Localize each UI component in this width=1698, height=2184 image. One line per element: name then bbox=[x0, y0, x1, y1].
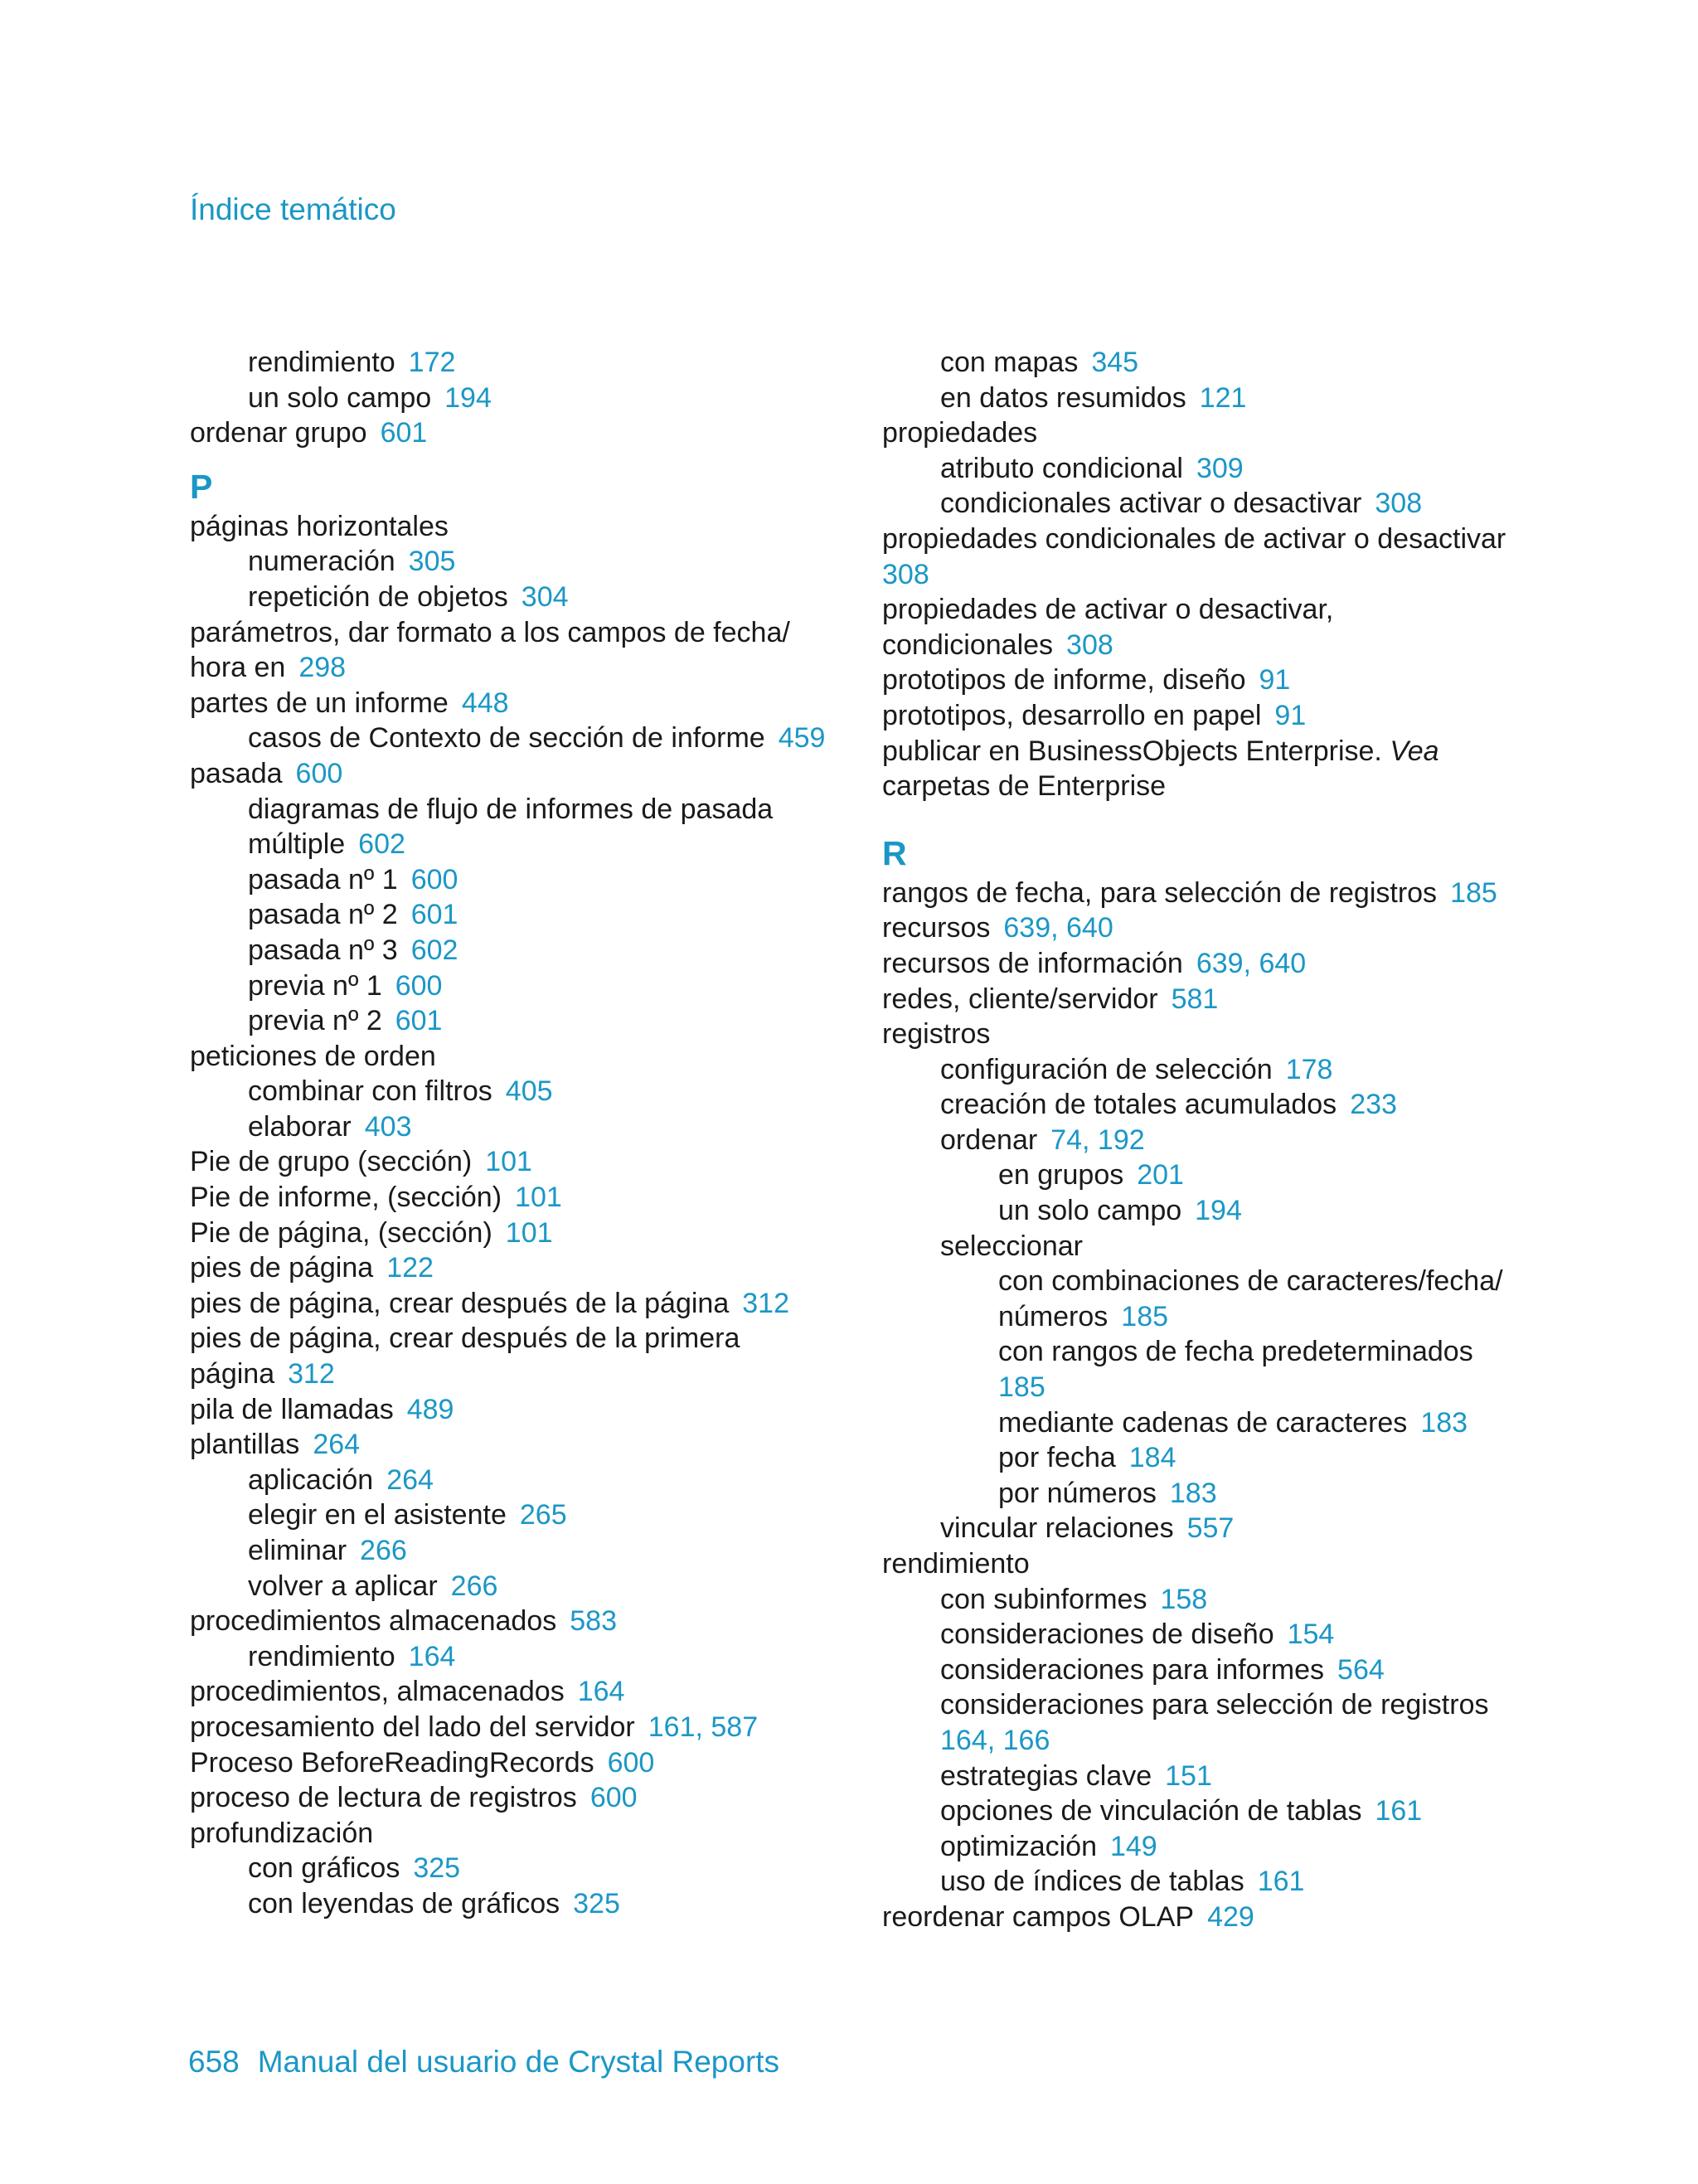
page-ref: 602 bbox=[410, 934, 458, 966]
page-ref: 309 bbox=[1196, 452, 1244, 484]
index-entry: pila de llamadas 489 bbox=[190, 1393, 454, 1425]
page-ref: 164 bbox=[408, 1640, 456, 1672]
page-ref: 151 bbox=[1165, 1759, 1212, 1792]
page-ref: 158 bbox=[1160, 1583, 1208, 1615]
page-ref: 101 bbox=[505, 1216, 553, 1249]
index-entry-continued: página 312 bbox=[190, 1358, 335, 1390]
page-ref: 122 bbox=[386, 1252, 434, 1284]
page-ref: 312 bbox=[288, 1358, 335, 1390]
index-entry: repetición de objetos 304 bbox=[248, 580, 569, 613]
index-entry: opciones de vinculación de tablas 161 bbox=[940, 1795, 1423, 1827]
index-column-right bbox=[882, 345, 1537, 1935]
page-ref: 489 bbox=[406, 1393, 454, 1425]
index-entry: prototipos de informe, diseño 91 bbox=[882, 664, 1291, 696]
index-entry: prototipos, desarrollo en papel 91 bbox=[882, 699, 1307, 731]
page-ref: 91 bbox=[1274, 699, 1307, 731]
index-entry: pies de página, crear después de la página 312 bbox=[190, 1287, 789, 1319]
index-entry: pies de página 122 bbox=[190, 1252, 434, 1284]
index-column-left bbox=[190, 345, 845, 1922]
index-entry-continued bbox=[882, 1723, 1537, 1759]
index-entry: Pie de página, (sección) 101 bbox=[190, 1216, 553, 1249]
index-entry: procedimientos, almacenados 164 bbox=[190, 1676, 625, 1708]
page-ref: 178 bbox=[1285, 1053, 1333, 1085]
index-entry: con combinaciones de caracteres/fecha/ bbox=[998, 1265, 1503, 1298]
index-entry: elaborar 403 bbox=[248, 1110, 412, 1143]
page-ref: 266 bbox=[450, 1570, 498, 1602]
index-entry: publicar en BusinessObjects Enterprise. Vea bbox=[882, 735, 1439, 767]
page-ref: 405 bbox=[505, 1075, 553, 1108]
page-ref: 183 bbox=[1420, 1406, 1468, 1439]
page-ref: 308 bbox=[882, 558, 929, 590]
index-entry: pasada nº 3 602 bbox=[248, 934, 458, 966]
page-ref: 325 bbox=[573, 1887, 620, 1919]
index-entry: ordenar 74, 192 bbox=[940, 1124, 1145, 1156]
index-entry: creación de totales acumulados 233 bbox=[940, 1089, 1397, 1121]
page-ref: 101 bbox=[485, 1146, 532, 1178]
page-ref: 564 bbox=[1337, 1653, 1385, 1686]
index-entry: pies de página, crear después de la primera bbox=[190, 1323, 740, 1355]
index-entry: mediante cadenas de caracteres 183 bbox=[998, 1406, 1468, 1439]
page-ref: 185 bbox=[998, 1371, 1045, 1404]
page-ref: 403 bbox=[364, 1110, 412, 1143]
index-entry: consideraciones para informes 564 bbox=[940, 1653, 1385, 1686]
page-ref: 601 bbox=[395, 1005, 443, 1037]
page-ref: 266 bbox=[360, 1535, 407, 1566]
index-entry: proceso de lectura de registros 600 bbox=[190, 1782, 638, 1814]
index-entry: recursos de información 639, 640 bbox=[882, 947, 1307, 979]
page-ref: 172 bbox=[408, 347, 456, 378]
index-entry: rendimiento 164 bbox=[248, 1640, 456, 1672]
index-entry: optimización 149 bbox=[940, 1830, 1157, 1862]
page-footer bbox=[188, 2045, 779, 2080]
page-ref: 161, 587 bbox=[648, 1711, 759, 1743]
page-ref: 459 bbox=[778, 722, 826, 755]
index-entry: propiedades condicionales de activar o desactivar bbox=[882, 522, 1506, 555]
page-ref: 164 bbox=[577, 1676, 625, 1708]
page-ref: 312 bbox=[742, 1287, 789, 1319]
page-ref: 602 bbox=[358, 828, 405, 861]
index-entry: consideraciones para selección de registros bbox=[940, 1689, 1489, 1721]
page-ref: 164, 166 bbox=[940, 1724, 1050, 1756]
page-number: 658 bbox=[188, 2045, 240, 2079]
page-ref: 601 bbox=[380, 417, 428, 449]
index-entry: aplicación 264 bbox=[248, 1463, 434, 1496]
page-ref: 305 bbox=[408, 546, 456, 578]
index-entry: procesamiento del lado del servidor 161, 587 bbox=[190, 1711, 759, 1743]
page-ref: 600 bbox=[607, 1746, 655, 1779]
index-entry: por fecha 184 bbox=[998, 1442, 1176, 1474]
index-entry-continued: números 185 bbox=[998, 1300, 1169, 1332]
index-entry: uso de índices de tablas 161 bbox=[940, 1866, 1305, 1898]
index-entry: consideraciones de diseño 154 bbox=[940, 1619, 1335, 1651]
index-entry: recursos 639, 640 bbox=[882, 912, 1113, 944]
section-letter: P bbox=[190, 467, 213, 506]
index-entry: profundización bbox=[190, 1817, 374, 1849]
page-ref: 74, 192 bbox=[1050, 1124, 1145, 1156]
index-entry: volver a aplicar 266 bbox=[248, 1570, 498, 1602]
page-ref: 308 bbox=[1066, 629, 1113, 661]
page-ref: 429 bbox=[1207, 1900, 1254, 1933]
page-ref: 639, 640 bbox=[1003, 912, 1113, 944]
index-entry: diagramas de flujo de informes de pasada bbox=[248, 793, 774, 825]
index-entry: pasada nº 1 600 bbox=[248, 863, 458, 895]
index-entry: Pie de informe, (sección) 101 bbox=[190, 1182, 562, 1214]
index-entry: numeración 305 bbox=[248, 546, 456, 578]
page-ref: 264 bbox=[313, 1429, 361, 1461]
index-entry-continued: múltiple 602 bbox=[248, 828, 405, 861]
page-ref: 448 bbox=[461, 687, 509, 719]
page-ref: 600 bbox=[395, 969, 443, 1002]
page-ref: 194 bbox=[444, 381, 492, 414]
page-ref: 233 bbox=[1350, 1089, 1397, 1121]
page-ref: 601 bbox=[410, 899, 458, 931]
page-ref: 149 bbox=[1109, 1830, 1157, 1862]
index-entry: Proceso BeforeReadingRecords 600 bbox=[190, 1746, 655, 1779]
index-entry: con subinformes 158 bbox=[940, 1583, 1208, 1615]
index-entry: elegir en el asistente 265 bbox=[248, 1499, 567, 1531]
page-ref: 557 bbox=[1186, 1512, 1235, 1545]
index-entry: redes, cliente/servidor 581 bbox=[882, 983, 1219, 1015]
page-ref: 304 bbox=[521, 580, 569, 613]
page-ref: 583 bbox=[570, 1605, 617, 1638]
page-ref: 600 bbox=[589, 1782, 638, 1814]
index-entry: seleccionar bbox=[940, 1230, 1083, 1262]
index-entry: rangos de fecha, para selección de registros 185 bbox=[882, 876, 1497, 909]
page-ref: 161 bbox=[1257, 1866, 1305, 1898]
index-entry: propiedades bbox=[882, 417, 1038, 449]
index-entry: reordenar campos OLAP 429 bbox=[882, 1900, 1254, 1933]
index-entry: rendimiento bbox=[882, 1548, 1030, 1580]
page-ref: 325 bbox=[413, 1852, 461, 1885]
page-ref: 154 bbox=[1287, 1619, 1335, 1651]
page-ref: 600 bbox=[295, 757, 343, 789]
page-ref: 121 bbox=[1199, 381, 1247, 414]
index-entry: plantillas 264 bbox=[190, 1429, 361, 1461]
index-entry: con gráficos 325 bbox=[248, 1852, 461, 1885]
see-reference: Vea bbox=[1390, 735, 1439, 767]
index-entry: pasada nº 2 601 bbox=[248, 899, 458, 931]
index-entry: en datos resumidos 121 bbox=[940, 381, 1247, 414]
index-entry-continued bbox=[882, 557, 1537, 593]
index-entry: Pie de grupo (sección) 101 bbox=[190, 1146, 532, 1178]
index-entry: por números 183 bbox=[998, 1477, 1217, 1509]
index-entry: con mapas 345 bbox=[940, 347, 1139, 378]
page-ref: 600 bbox=[410, 863, 458, 895]
page-ref: 264 bbox=[386, 1463, 434, 1496]
page-ref: 185 bbox=[1450, 876, 1497, 909]
page-ref: 639, 640 bbox=[1196, 947, 1307, 979]
page-ref: 581 bbox=[1171, 983, 1219, 1015]
page-ref: 194 bbox=[1195, 1195, 1242, 1227]
index-entry: casos de Contexto de sección de informe 459 bbox=[248, 722, 826, 755]
page-ref: 161 bbox=[1375, 1795, 1423, 1827]
index-entry-continued: condicionales 308 bbox=[882, 629, 1113, 661]
page-ref: 298 bbox=[298, 652, 347, 684]
index-entry-continued: hora en 298 bbox=[190, 652, 347, 684]
index-entry: previa nº 2 601 bbox=[248, 1005, 443, 1037]
page-ref: 185 bbox=[1121, 1300, 1169, 1332]
index-entry: atributo condicional 309 bbox=[940, 452, 1244, 484]
index-entry: partes de un informe 448 bbox=[190, 687, 509, 719]
page-ref: 201 bbox=[1137, 1159, 1184, 1191]
index-entry: páginas horizontales bbox=[190, 510, 449, 542]
page-ref: 345 bbox=[1091, 347, 1139, 378]
index-entry: combinar con filtros 405 bbox=[248, 1075, 553, 1108]
section-letter: R bbox=[882, 833, 907, 872]
index-entry: parámetros, dar formato a los campos de fecha/ bbox=[190, 616, 790, 648]
page-ref: 308 bbox=[1375, 488, 1423, 520]
index-entry: propiedades de activar o desactivar, bbox=[882, 594, 1334, 626]
index-entry: rendimiento 172 bbox=[248, 347, 456, 378]
index-entry: vincular relaciones 557 bbox=[940, 1512, 1235, 1545]
index-entry: un solo campo 194 bbox=[248, 381, 492, 414]
index-entry: con leyendas de gráficos 325 bbox=[248, 1887, 620, 1919]
index-entry: con rangos de fecha predeterminados bbox=[998, 1336, 1473, 1368]
index-entry: configuración de selección 178 bbox=[940, 1053, 1333, 1085]
index-entry: condicionales activar o desactivar 308 bbox=[940, 488, 1423, 520]
page-ref: 265 bbox=[519, 1499, 567, 1531]
index-entry: peticiones de orden bbox=[190, 1040, 436, 1072]
index-entry: en grupos 201 bbox=[998, 1159, 1184, 1191]
index-entry: estrategias clave 151 bbox=[940, 1759, 1212, 1792]
index-entry: previa nº 1 600 bbox=[248, 969, 443, 1002]
page-ref: 91 bbox=[1259, 664, 1291, 696]
index-entry: pasada 600 bbox=[190, 757, 343, 789]
index-entry: ordenar grupo 601 bbox=[190, 417, 428, 449]
index-entry: registros bbox=[882, 1018, 991, 1051]
index-entry: procedimientos almacenados 583 bbox=[190, 1605, 617, 1638]
page-ref: 184 bbox=[1128, 1442, 1176, 1474]
index-entry-continued: carpetas de Enterprise bbox=[882, 770, 1167, 803]
index-entry: eliminar 266 bbox=[248, 1535, 407, 1566]
running-header: Índice temático bbox=[190, 192, 396, 226]
page-ref: 101 bbox=[515, 1182, 562, 1214]
index-entry: un solo campo 194 bbox=[998, 1195, 1242, 1227]
index-entry-continued bbox=[882, 1370, 1537, 1405]
page-ref: 183 bbox=[1169, 1477, 1217, 1509]
footer-title: Manual del usuario de Crystal Reports bbox=[257, 2045, 780, 2079]
